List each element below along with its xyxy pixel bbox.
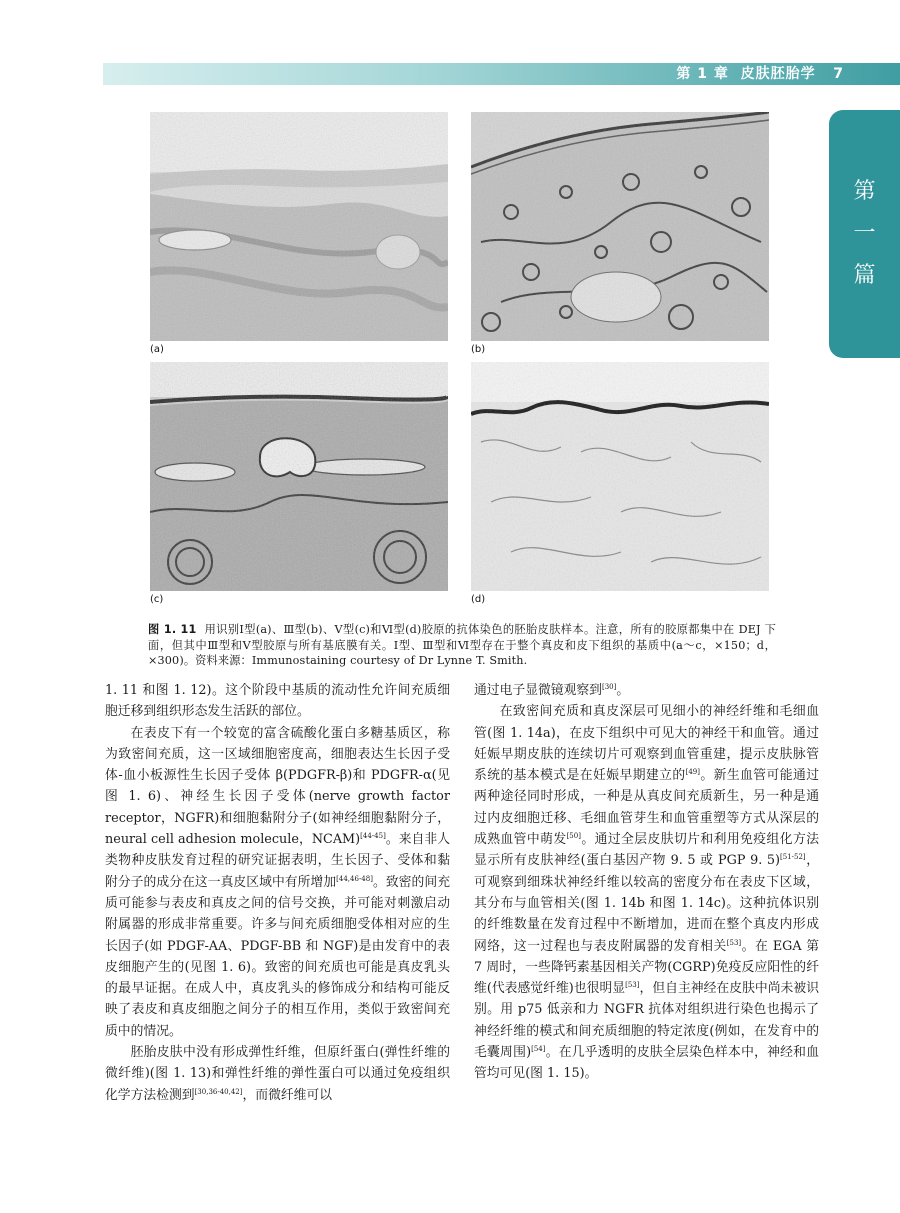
figure-panel-b-image	[471, 112, 769, 341]
citation: [54]	[531, 1045, 546, 1054]
paragraph: 通过电子显微镜观察到[30]。	[474, 683, 630, 698]
left-column	[105, 680, 450, 1106]
paragraph: 1. 11 和图 1. 12)。这个阶段中基质的流动性允许间充质细胞迁移到组织形态发生活跃的部位。	[105, 683, 450, 720]
citation: [49]	[685, 768, 700, 777]
citation: [50]	[566, 832, 581, 841]
figure-panel-label: (d)	[471, 594, 486, 605]
paragraph: 在表皮下有一个较宽的富含硫酸化蛋白多糖基质区，称为致密间充质，这一区域细胞密度高，细胞表达生长因子受体-血小板源性生长因子受体 β(PDGFR-β)和 PDGFR-α(见图 1. 6)、神经生长因子受体(nerve growth factor receptor，NGFR)和细胞黏附分子(如神经细胞黏附分子，neural cell adhesion molecule，NCAM)[44-45]。来自非人类物种皮肤发育过程的研究证据表明，生长因子、受体和黏附分子的成分在这一真皮区域中有所增加[44,46-48]。致密的间充质可能参与表皮和真皮之间的信号交换，并可能对刺激启动附属器的形成非常重要。许多与间充质细胞受体相对应的生长因子(如 PDGF-AA、PDGF-BB 和 NGF)是由发育中的表皮细胞产生的(见图 1. 6)。致密的间充质也可能是真皮乳头的最早证据。在成人中，真皮乳头的修饰成分和结构可能反映了表皮和真皮细胞之间分子的相互作用，类似于致密间充质中的情况。	[105, 725, 451, 1039]
citation: [51-52]	[780, 853, 806, 862]
citation: [44,46-48]	[336, 874, 373, 883]
figure-panel-label: (a)	[150, 344, 164, 355]
part-side-tab	[829, 110, 900, 358]
figure-panel-label: (b)	[471, 344, 486, 355]
running-header-bar	[103, 63, 900, 85]
citation: [30,36-40,42]	[194, 1087, 243, 1096]
chapter-number: 第 1 章	[676, 66, 729, 82]
figure-panel-d-image	[471, 362, 769, 591]
figure-panel-c-image	[150, 362, 448, 591]
side-tab-char: 篇	[853, 263, 876, 288]
citation: [44-45]	[360, 832, 386, 841]
page-number: 7	[833, 66, 844, 82]
chapter-title: 皮肤胚胎学	[740, 66, 816, 82]
side-tab-char: 第	[853, 179, 876, 204]
figure-panel-label: (c)	[150, 594, 164, 605]
running-header	[676, 63, 844, 85]
paragraph: 胚胎皮肤中没有形成弹性纤维，但原纤蛋白(弹性纤维的微纤维)(图 1. 13)和弹性纤维的弹性蛋白可以通过免疫组织化学方法检测到[30,36-40,42]，而微纤维可以	[105, 1045, 450, 1103]
citation: [30]	[601, 683, 617, 691]
citation: [53]	[625, 981, 640, 990]
figure-caption-text: 用识别Ⅰ型(a)、Ⅲ型(b)、Ⅴ型(c)和Ⅵ型(d)胶原的抗体染色的胚胎皮肤样本。注意，所有的胶原都集中在 DEJ 下面，但其中Ⅲ型和Ⅴ型胶原与所有基底膜有关。Ⅰ型、Ⅲ型和Ⅵ型存在于整个真皮和皮下组织的基质中(a～c，×150；d，×300)。资料来源：Immunostaining courtesy of Dr Lynne T. Smith.	[148, 623, 776, 667]
right-column	[474, 680, 819, 1085]
figure-caption	[148, 622, 776, 669]
side-tab-char: 一	[853, 221, 876, 246]
citation: [53]	[726, 938, 742, 947]
paragraph: 在致密间充质和真皮深层可见细小的神经纤维和毛细血管(图 1. 14a)，在皮下组织中可见大的神经干和血管。通过妊娠早期皮肤的连续切片可观察到血管重建，提示皮肤脉管系统的基本模式是在妊娠早期建立的[49]。新生血管可能通过两种途径同时形成，一种是从真皮间充质新生，另一种是通过内皮细胞迁移、毛细血管芽生和血管重塑等方式从深层的成熟血管中萌发[50]。通过全层皮肤切片和利用免疫组化方法显示所有皮肤神经(蛋白基因产物 9. 5 或 PGP 9. 5)[51-52]，可观察到细珠状神经纤维以较高的密度分布在表皮下区域，其分布与血管相关(图 1. 14b 和图 1. 14c)。这种抗体识别的纤维数量在发育过程中不断增加，进而在整个真皮内形成网络，这一过程也与表皮附属器的发育相关[53]。在 EGA 第 7 周时，一些降钙素基因相关产物(CGRP)免疫反应阳性的纤维(代表感觉纤维)也很明显[53]，但自主神经在皮肤中尚未被识别。用 p75 低亲和力 NGFR 抗体对组织进行染色也揭示了神经纤维的模式和间充质细胞的特定浓度(例如，在发育中的毛囊周围)[54]。在几乎透明的皮肤全层染色样本中，神经和血管均可见(图 1. 15)。	[474, 704, 820, 1082]
figure-caption-number: 图 1. 11	[148, 623, 197, 636]
figure-panel-a-image	[150, 112, 448, 341]
